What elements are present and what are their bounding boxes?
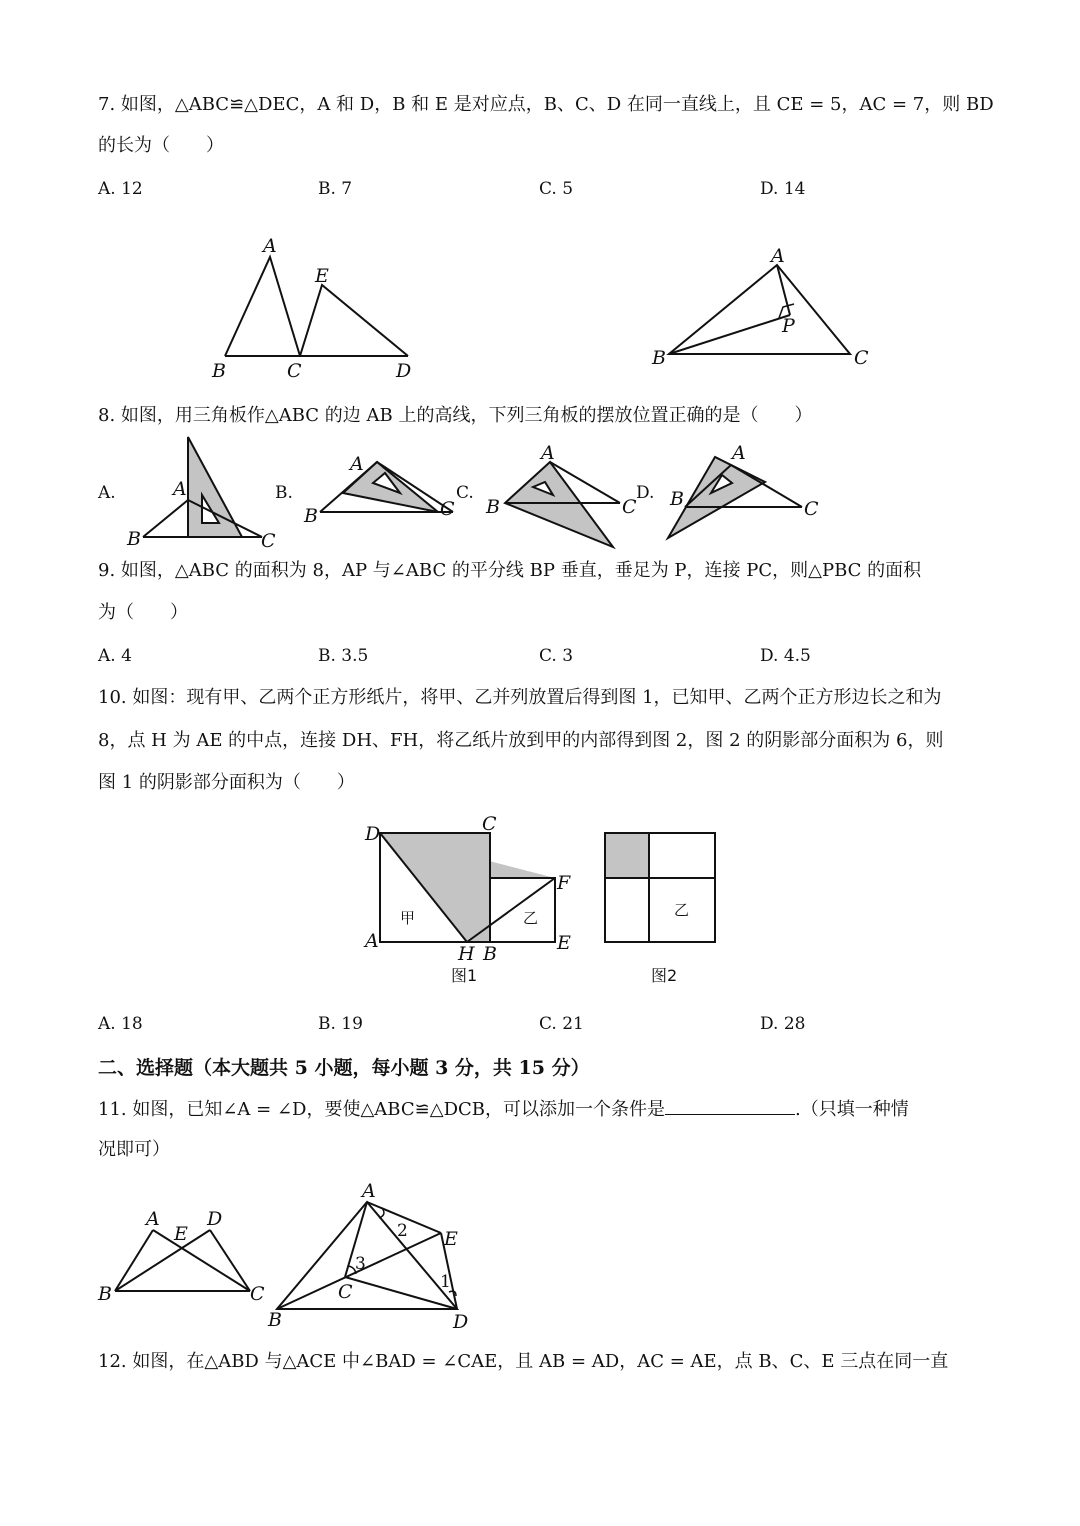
- q10-fig1-label-c: C: [482, 813, 497, 835]
- q11-stem-part1: 11. 如图，已知∠A = ∠D，要使△ABC≌△DCB，可以添加一个条件是: [98, 1099, 665, 1120]
- q7-figure-triangles: [200, 230, 440, 390]
- q10-option-c: C. 21: [539, 1014, 584, 1034]
- q10-fig1-label-b: B: [483, 943, 497, 965]
- q10-option-b: B. 19: [318, 1014, 363, 1034]
- q7-figure-perpendicular: [640, 240, 880, 380]
- q8-figA-label-a: A: [173, 478, 187, 500]
- q11-fig2-label-b: B: [268, 1309, 282, 1331]
- q11-fig2-label-angle2: 2: [397, 1221, 408, 1241]
- q11-fig2-label-angle3: 3: [355, 1254, 366, 1274]
- q10-figure-2: [605, 833, 715, 985]
- q9-option-c: C. 3: [539, 646, 574, 666]
- q10-fig1-label-yi: 乙: [523, 909, 539, 927]
- q8-figB-label-a: A: [350, 453, 364, 475]
- q8-figures: [95, 435, 935, 555]
- q8-figure-c: [485, 442, 637, 547]
- q8-figA-label-b: B: [127, 528, 141, 550]
- q11-stem-line2: 况即可）: [98, 1139, 170, 1160]
- q7-fig1-label-e: E: [315, 265, 329, 287]
- q11-fig2-label-c: C: [338, 1281, 353, 1303]
- q7-fig2-label-p: P: [782, 315, 795, 337]
- q10-stem-line3: 图 1 的阴影部分面积为（ ）: [98, 772, 355, 793]
- q9-stem-line1: 9. 如图，△ABC 的面积为 8，AP 与∠ABC 的平分线 BP 垂直，垂足为 P，连接 PC，则△PBC 的面积: [98, 560, 922, 581]
- q8-figB-label-c: C: [440, 498, 455, 520]
- q8-figD-label-c: C: [804, 498, 819, 520]
- q11-fig2-label-d: D: [453, 1311, 469, 1333]
- q7-stem-line1: 7. 如图，△ABC≌△DEC，A 和 D，B 和 E 是对应点，B、C、D 在同一直线上，且 CE = 5，AC = 7，则 BD: [98, 94, 994, 115]
- q11-stem-part2: .（只填一种情: [795, 1099, 909, 1120]
- q7-option-c: C. 5: [539, 179, 574, 199]
- q11-fig1-label-e: E: [174, 1223, 188, 1245]
- q9-option-b: B. 3.5: [318, 646, 369, 666]
- q7-fig1-label-c: C: [287, 360, 302, 382]
- q8-option-d-letter: D.: [636, 483, 655, 503]
- q11-figure-2: [277, 1202, 457, 1309]
- q8-option-c-letter: C.: [456, 483, 474, 503]
- q8-figA-label-c: C: [261, 530, 276, 552]
- q10-option-d: D. 28: [760, 1014, 806, 1034]
- q10-fig1-caption: 图1: [451, 966, 478, 985]
- q7-fig2-label-b: B: [652, 347, 666, 369]
- q11-stem-line1: [98, 1096, 909, 1122]
- q11-answer-blank[interactable]: [665, 1096, 795, 1115]
- q11-fig1-label-c: C: [250, 1283, 265, 1305]
- q8-figure-d: [668, 442, 819, 538]
- q10-fig2-caption: 图2: [651, 966, 678, 985]
- q8-figure-a: [126, 437, 276, 552]
- q8-figure-b: [303, 453, 455, 527]
- q9-option-d: D. 4.5: [760, 646, 811, 666]
- q7-option-b: B. 7: [318, 179, 353, 199]
- q8-figD-label-b: B: [670, 488, 684, 510]
- q11-fig2-label-e: E: [444, 1228, 458, 1250]
- q10-fig2-label-yi: 乙: [674, 901, 690, 919]
- q7-fig1-label-b: B: [212, 360, 226, 382]
- q11-fig1-label-b: B: [98, 1283, 112, 1305]
- q11-figures: [90, 1175, 490, 1335]
- q10-figure-1: [363, 813, 571, 985]
- q11-fig1-label-d: D: [207, 1208, 223, 1230]
- q7-fig1-label-d: D: [396, 360, 412, 382]
- q8-option-a-letter: A.: [98, 483, 116, 503]
- q8-figC-label-c: C: [622, 496, 637, 518]
- q8-figC-label-a: A: [541, 442, 555, 464]
- q10-fig1-label-e: E: [557, 932, 571, 954]
- q10-fig1-label-f: F: [557, 872, 571, 894]
- q10-figures: [360, 812, 740, 992]
- q9-option-a: A. 4: [98, 646, 132, 666]
- q10-fig1-label-jia: 甲: [400, 909, 416, 927]
- q10-fig1-label-a: A: [365, 930, 379, 952]
- q10-fig1-label-h: H: [458, 943, 475, 965]
- q7-stem-line2: 的长为（ ）: [98, 135, 224, 156]
- q10-fig1-label-d: D: [365, 823, 381, 845]
- q11-fig2-label-a: A: [362, 1180, 376, 1202]
- q8-figD-label-a: A: [732, 442, 746, 464]
- q11-fig2-label-angle1: 1: [440, 1272, 451, 1292]
- q12-stem-line1: 12. 如图，在△ABD 与△ACE 中∠BAD = ∠CAE，且 AB = AD，AC = AE，点 B、C、E 三点在同一直: [98, 1351, 949, 1372]
- q10-option-a: A. 18: [98, 1014, 143, 1034]
- q11-fig1-label-a: A: [146, 1208, 160, 1230]
- q7-option-a: A. 12: [98, 179, 143, 199]
- q9-stem-line2: 为（ ）: [98, 602, 188, 623]
- q7-fig1-label-a: A: [263, 235, 277, 257]
- q7-fig2-label-c: C: [854, 347, 869, 369]
- q7-fig2-label-a: A: [771, 245, 785, 267]
- section-2-title: 二、选择题（本大题共 5 小题，每小题 3 分，共 15 分）: [98, 1057, 590, 1079]
- q7-option-d: D. 14: [760, 179, 806, 199]
- q8-option-b-letter: B.: [275, 483, 293, 503]
- q8-stem: 8. 如图，用三角板作△ABC 的边 AB 上的高线，下列三角板的摆放位置正确的是（ ）: [98, 405, 813, 426]
- q10-stem-line1: 10. 如图：现有甲、乙两个正方形纸片，将甲、乙并列放置后得到图 1，已知甲、乙两个正方形边长之和为: [98, 687, 942, 708]
- q10-stem-line2: 8，点 H 为 AE 的中点，连接 DH、FH，将乙纸片放到甲的内部得到图 2，图 2 的阴影部分面积为 6，则: [98, 730, 944, 751]
- q8-figB-label-b: B: [304, 505, 318, 527]
- q8-figC-label-b: B: [486, 496, 500, 518]
